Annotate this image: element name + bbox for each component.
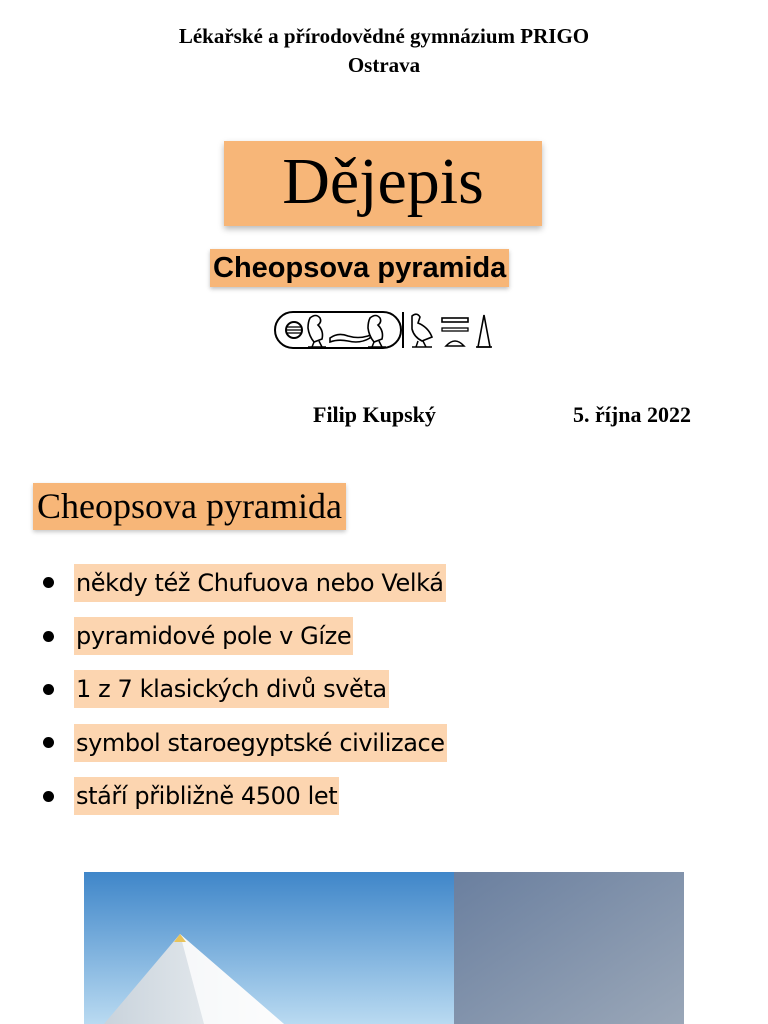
bullet-text: 1 z 7 klasických divů světa [74, 670, 389, 708]
author-name: Filip Kupský [313, 402, 436, 427]
document-date: 5. října 2022 [573, 402, 691, 427]
bullet-text: symbol staroegyptské civilizace [74, 724, 447, 762]
page-subtitle: Cheopsova pyramida [210, 249, 509, 287]
bullet-text: někdy též Chufuova nebo Velká [74, 564, 446, 602]
bullet-text: stáří přibližně 4500 let [74, 777, 339, 815]
cartouche-hieroglyph-icon [272, 306, 496, 357]
section-heading: Cheopsova pyramida [33, 483, 346, 530]
bullet-icon [43, 791, 54, 802]
page-title: Dějepis [282, 144, 484, 218]
school-name-line2: Ostrava [347, 53, 421, 77]
bullet-icon [43, 577, 54, 588]
bullet-icon [43, 737, 54, 748]
bullet-list [40, 556, 447, 823]
bullet-text: pyramidové pole v Gíze [74, 617, 353, 655]
school-name [0, 22, 768, 80]
bullet-icon [43, 684, 54, 695]
list-item [40, 716, 447, 769]
pyramid-photo [84, 872, 684, 1024]
list-item [40, 770, 447, 823]
school-name-line1: Lékařské a přírodovědné gymnázium PRIGO [178, 24, 590, 48]
list-item [40, 556, 447, 609]
bullet-icon [43, 631, 54, 642]
list-item [40, 609, 447, 662]
title-box [224, 141, 542, 226]
list-item [40, 663, 447, 716]
